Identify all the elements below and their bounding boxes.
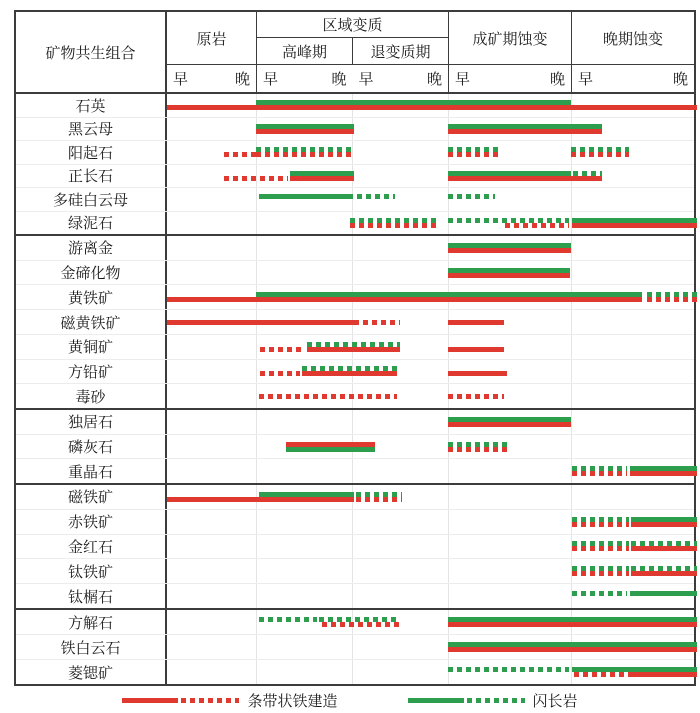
mineral-name: 赤铁矿 [16, 510, 167, 534]
mineral-row [16, 610, 694, 635]
header-protolith-sub [167, 65, 256, 92]
mineral-name: 金红石 [16, 535, 167, 559]
early-late-pair [257, 68, 353, 89]
late-label: 晚 [549, 71, 565, 88]
bar-segment [448, 347, 504, 352]
mineral-name: 方解石 [16, 610, 167, 634]
bar-segment [631, 571, 697, 576]
header-late-cell [572, 12, 694, 65]
late-label: 晚 [331, 71, 347, 88]
mineral-row [16, 559, 694, 584]
mineral-row [16, 261, 694, 286]
bar-segment [448, 422, 571, 427]
bar-segment [286, 447, 375, 452]
mineral-name: 石英 [16, 94, 167, 117]
mineral-name: 绿泥石 [16, 212, 167, 235]
header-late-label: 晚期蚀变 [602, 30, 663, 48]
bar-segment [505, 223, 569, 228]
header-col-regional [256, 12, 448, 92]
early-label: 早 [578, 71, 594, 88]
mineral-row [16, 485, 694, 510]
mineral-name: 正长石 [16, 165, 167, 188]
bar-segment [448, 647, 697, 652]
mineral-name: 磁铁矿 [16, 485, 167, 509]
early-late-pair [572, 68, 694, 89]
legend-item [408, 690, 578, 711]
mineral-row [16, 360, 694, 385]
bar-segment [260, 371, 300, 376]
bar-segment [356, 497, 402, 502]
header-retrograde-cell [353, 38, 448, 64]
legend-solid-swatch [408, 698, 464, 703]
bar-segment [647, 297, 697, 302]
bar-segment [631, 546, 697, 551]
early-late-pair [167, 68, 256, 89]
bar-segment [256, 100, 571, 105]
bar-segment [448, 667, 569, 672]
mineral-row [16, 410, 694, 435]
bar-segment [259, 617, 317, 622]
mineral-group [16, 485, 694, 610]
table-header [16, 12, 694, 94]
legend-solid-swatch [122, 698, 178, 703]
bar-segment [448, 447, 510, 452]
mineral-name: 黑云母 [16, 118, 167, 141]
bar-segment [224, 176, 288, 181]
bar-segment [290, 176, 354, 181]
bar-segment [256, 129, 354, 134]
mineral-row [16, 635, 694, 660]
late-label: 晚 [426, 71, 442, 88]
mineral-name: 钛铁矿 [16, 559, 167, 583]
header-protolith-cell [167, 12, 256, 65]
bar-segment [224, 152, 256, 157]
bar-segment [630, 591, 697, 596]
legend-label: 闪长岩 [532, 692, 578, 710]
header-retrograde-label: 退变质期 [370, 43, 431, 61]
bar-segment [167, 105, 697, 110]
header-ore-label: 成矿期蚀变 [472, 30, 548, 48]
mineral-row [16, 310, 694, 335]
header-ore-sub [449, 65, 571, 92]
header-col-late-stage [571, 12, 694, 92]
mineral-group [16, 94, 694, 236]
bar-segment [448, 129, 602, 134]
early-late-pair [449, 68, 571, 89]
bar-segment [630, 672, 697, 677]
mineral-row [16, 285, 694, 310]
mineral-name: 游离金 [16, 236, 167, 260]
bar-segment [307, 347, 400, 352]
mineral-row [16, 236, 694, 261]
bar-segment [630, 471, 697, 476]
bar-segment [167, 497, 354, 502]
header-protolith-label: 原岩 [196, 30, 227, 48]
header-regional-cell [257, 12, 448, 38]
bar-segment [574, 672, 630, 677]
bar-segment [354, 320, 400, 325]
mineral-name: 重晶石 [16, 459, 167, 483]
mineral-row [16, 212, 694, 235]
mineral-group [16, 610, 694, 684]
bar-segment [572, 546, 629, 551]
chart-body [16, 94, 694, 684]
header-mineral-assemblage [16, 12, 167, 92]
mineral-row [16, 188, 694, 212]
bar-segment [448, 273, 570, 278]
bar-segment [167, 320, 354, 325]
mineral-name: 菱锶矿 [16, 660, 167, 684]
mineral-row [16, 384, 694, 408]
late-label: 晚 [234, 71, 250, 88]
mineral-row [16, 118, 694, 142]
mineral-name: 钛榍石 [16, 584, 167, 608]
bar-segment [259, 492, 354, 497]
mineral-name: 磁黄铁矿 [16, 310, 167, 334]
mineral-name: 黄铁矿 [16, 285, 167, 309]
legend-item [122, 690, 337, 711]
bar-segment [448, 248, 571, 253]
bar-segment [357, 194, 395, 199]
bar-segment [448, 152, 502, 157]
bar-segment [256, 152, 354, 157]
mineral-name: 铁白云石 [16, 635, 167, 659]
bar-segment [350, 223, 440, 228]
bar-segment [302, 371, 397, 376]
bar-segment [448, 194, 495, 199]
bar-segment [322, 622, 400, 627]
mineral-row [16, 165, 694, 189]
mineral-group [16, 236, 694, 410]
header-late-sub [572, 65, 694, 92]
late-label: 晚 [672, 71, 688, 88]
bar-segment [448, 320, 504, 325]
bar-segment [259, 194, 353, 199]
mineral-row [16, 335, 694, 360]
early-label: 早 [263, 71, 279, 88]
header-ore-cell [449, 12, 571, 65]
header-mineral-assemblage-label: 矿物共生组合 [45, 44, 136, 62]
mineral-group [16, 410, 694, 485]
legend-dashed-swatch [467, 698, 525, 703]
mineral-row [16, 94, 694, 118]
bar-segment [259, 394, 397, 399]
mineral-name: 金碲化物 [16, 261, 167, 285]
header-peak-label: 高峰期 [281, 43, 327, 61]
legend-dashed-swatch [181, 698, 239, 703]
bar-segment [448, 176, 602, 181]
mineral-name: 黄铜矿 [16, 335, 167, 359]
legend [0, 688, 700, 712]
bar-segment [167, 297, 642, 302]
mineral-row [16, 435, 694, 460]
early-label: 早 [455, 71, 471, 88]
bar-segment [448, 622, 697, 627]
header-col-protolith [167, 12, 256, 92]
mineral-name: 独居石 [16, 410, 167, 434]
paragenesis-table [14, 10, 696, 686]
header-peak-cell [257, 38, 353, 64]
bar-segment [572, 522, 629, 527]
bar-segment [256, 292, 642, 297]
header-regional-sub [257, 65, 448, 92]
mineral-row [16, 660, 694, 684]
bar-segment [571, 152, 629, 157]
bar-segment [631, 522, 697, 527]
mineral-name: 磷灰石 [16, 435, 167, 459]
early-label: 早 [173, 71, 189, 88]
bar-segment [260, 347, 305, 352]
bar-segment [572, 471, 627, 476]
mineral-name: 阳起石 [16, 141, 167, 164]
legend-label: 条带状铁建造 [247, 692, 338, 710]
mineral-row [16, 510, 694, 535]
header-regional-subcells [257, 38, 448, 65]
bar-segment [572, 571, 629, 576]
mineral-row [16, 141, 694, 165]
mineral-row [16, 584, 694, 608]
mineral-name: 方铅矿 [16, 360, 167, 384]
mineral-name: 多硅白云母 [16, 188, 167, 211]
bar-segment [572, 223, 697, 228]
bar-segment [448, 394, 504, 399]
bar-segment [448, 371, 507, 376]
early-late-pair [353, 68, 449, 89]
mineral-row [16, 535, 694, 560]
mineral-name: 毒砂 [16, 384, 167, 408]
header-regional-label: 区域变质 [322, 17, 383, 34]
bar-segment [572, 591, 627, 596]
early-label: 早 [358, 71, 374, 88]
header-col-ore-stage [448, 12, 571, 92]
mineral-row [16, 459, 694, 483]
